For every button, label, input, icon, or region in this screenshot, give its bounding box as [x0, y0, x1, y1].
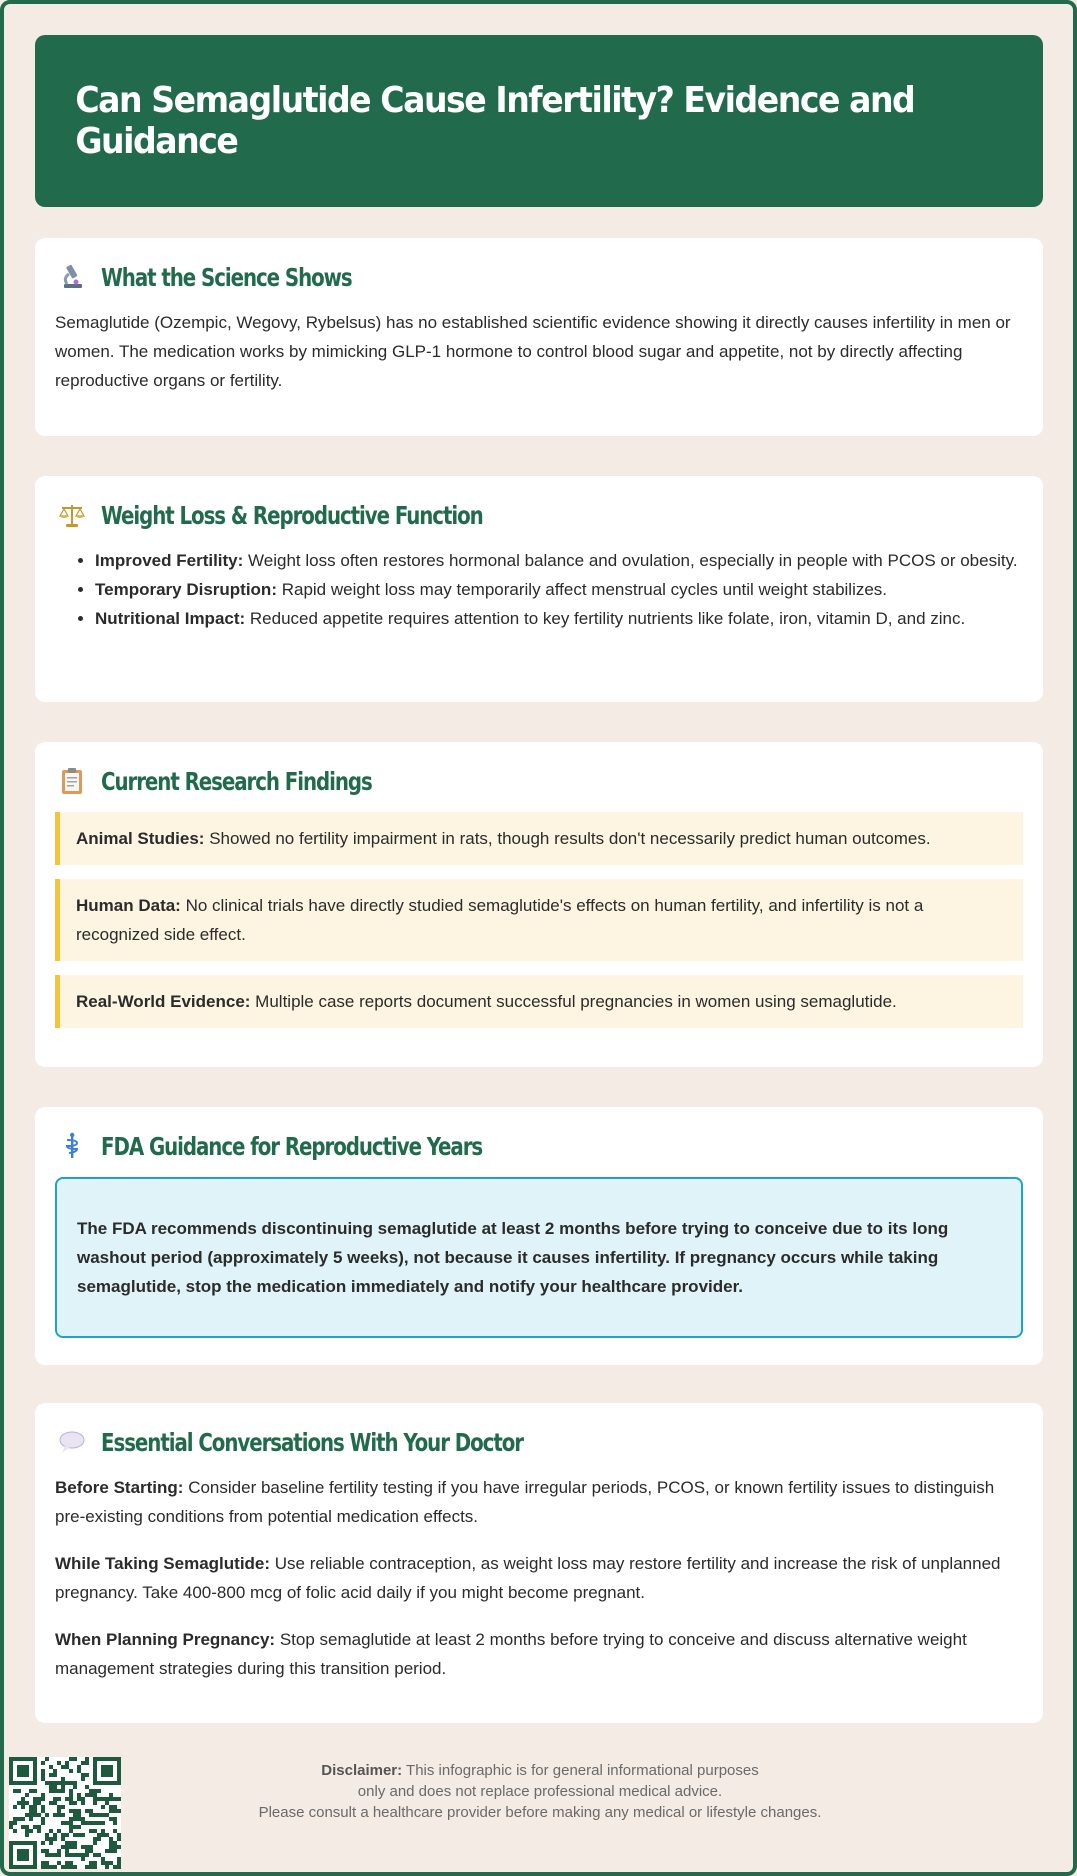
- research-card-header: [55, 764, 1023, 798]
- weight-list: [55, 546, 1023, 633]
- conversation-text: Consider baseline fertility testing if you have irregular periods, PCOS, or known fertility issues to distinguish pre-existing conditions from potential medication effects.: [55, 1478, 995, 1526]
- fda-card: [35, 1107, 1043, 1365]
- finding-text: Multiple case reports document successful pregnancies in women using semaglutide.: [250, 992, 897, 1011]
- conversation-label: Before Starting:: [55, 1478, 184, 1497]
- title-banner: [35, 35, 1043, 207]
- disclaimer-text: This infographic is for general informational purposes: [402, 1762, 759, 1779]
- finding-callout: [55, 975, 1023, 1028]
- conversation-item: [55, 1625, 1023, 1683]
- research-card-title: Current Research Findings: [101, 766, 372, 796]
- weight-card-header: [55, 498, 1023, 532]
- list-item: [95, 546, 1023, 575]
- finding-label: Real-World Evidence:: [76, 992, 251, 1011]
- medical-symbol-icon: [55, 1129, 89, 1163]
- finding-text: Showed no fertility impairment in rats, though results don't necessarily predict human outcomes.: [204, 829, 931, 848]
- science-card-title: What the Science Shows: [101, 262, 352, 292]
- conversation-text: Use reliable contraception, as weight loss may restore fertility and increase the risk of unplanned pregnancy. Take 400-800 mcg of folic acid daily if you might become pregnant.: [55, 1554, 1001, 1602]
- finding-callout: [55, 812, 1023, 865]
- disclaimer-line: only and does not replace professional medical advice.: [357, 1783, 723, 1800]
- conversation-text: Stop semaglutide at least 2 months before trying to conceive and discuss alternative weight management strategies during this transition period.: [55, 1630, 967, 1678]
- list-item-label: Improved Fertility:: [95, 551, 244, 570]
- science-card-header: [55, 260, 1023, 294]
- fda-guidance-text: The FDA recommends discontinuing semaglutide at least 2 months before trying to conceive due to its long washout period (approximately 5 weeks), not because it causes infertility. If pregnancy occurs while taking semaglutide, stop the medication immediately and notify your healthcare provider.: [77, 1219, 949, 1296]
- science-card-body: Semaglutide (Ozempic, Wegovy, Rybelsus) has no established scientific evidence showing it directly causes infertility in men or women. The medication works by mimicking GLP-1 hormone to control blood sugar and appetite, not by directly affecting reproductive organs or fertility.: [55, 313, 1011, 390]
- disclaimer: [200, 1760, 880, 1823]
- science-card: [35, 238, 1043, 436]
- fda-card-header: [55, 1129, 1023, 1163]
- list-item-text: Weight loss often restores hormonal balance and ovulation, especially in people with PCOS or obesity.: [243, 551, 1018, 570]
- disclaimer-line: [200, 1760, 880, 1781]
- page-title: Can Semaglutide Cause Infertility? Evidence and Guidance: [75, 80, 915, 162]
- list-item-text: Rapid weight loss may temporarily affect menstrual cycles until weight stabilizes.: [276, 580, 888, 599]
- finding-text: No clinical trials have directly studied semaglutide's effects on human fertility, and infertility is not a recognized side effect.: [76, 896, 924, 944]
- weight-card: [35, 476, 1043, 702]
- microscope-icon: [55, 260, 89, 294]
- qr-code: [9, 1757, 121, 1869]
- list-item-text: Reduced appetite requires attention to key fertility nutrients like folate, iron, vitamin D, and zinc.: [245, 609, 966, 628]
- research-card: [35, 742, 1043, 1067]
- fda-card-title: FDA Guidance for Reproductive Years: [101, 1131, 483, 1161]
- doctor-card-title: Essential Conversations With Your Doctor: [101, 1427, 524, 1457]
- list-item: [95, 575, 1023, 604]
- doctor-card-header: [55, 1425, 1023, 1459]
- conversation-item: [55, 1549, 1023, 1607]
- balance-scale-icon: [55, 498, 89, 532]
- finding-label: Human Data:: [76, 896, 181, 915]
- disclaimer-line: Please consult a healthcare provider before making any medical or lifestyle changes.: [258, 1804, 822, 1821]
- finding-label: Animal Studies:: [76, 829, 205, 848]
- speech-bubble-icon: [55, 1425, 89, 1459]
- list-item: [95, 604, 1023, 633]
- list-item-label: Temporary Disruption:: [95, 580, 277, 599]
- conversation-label: When Planning Pregnancy:: [55, 1630, 276, 1649]
- fda-guidance-box: [55, 1177, 1023, 1338]
- conversation-label: While Taking Semaglutide:: [55, 1554, 271, 1573]
- weight-card-title: Weight Loss & Reproductive Function: [101, 500, 483, 530]
- clipboard-icon: [55, 764, 89, 798]
- doctor-card: [35, 1403, 1043, 1723]
- finding-callout: [55, 879, 1023, 961]
- list-item-label: Nutritional Impact:: [95, 609, 246, 628]
- conversation-item: [55, 1473, 1023, 1531]
- disclaimer-label: Disclaimer:: [321, 1762, 403, 1779]
